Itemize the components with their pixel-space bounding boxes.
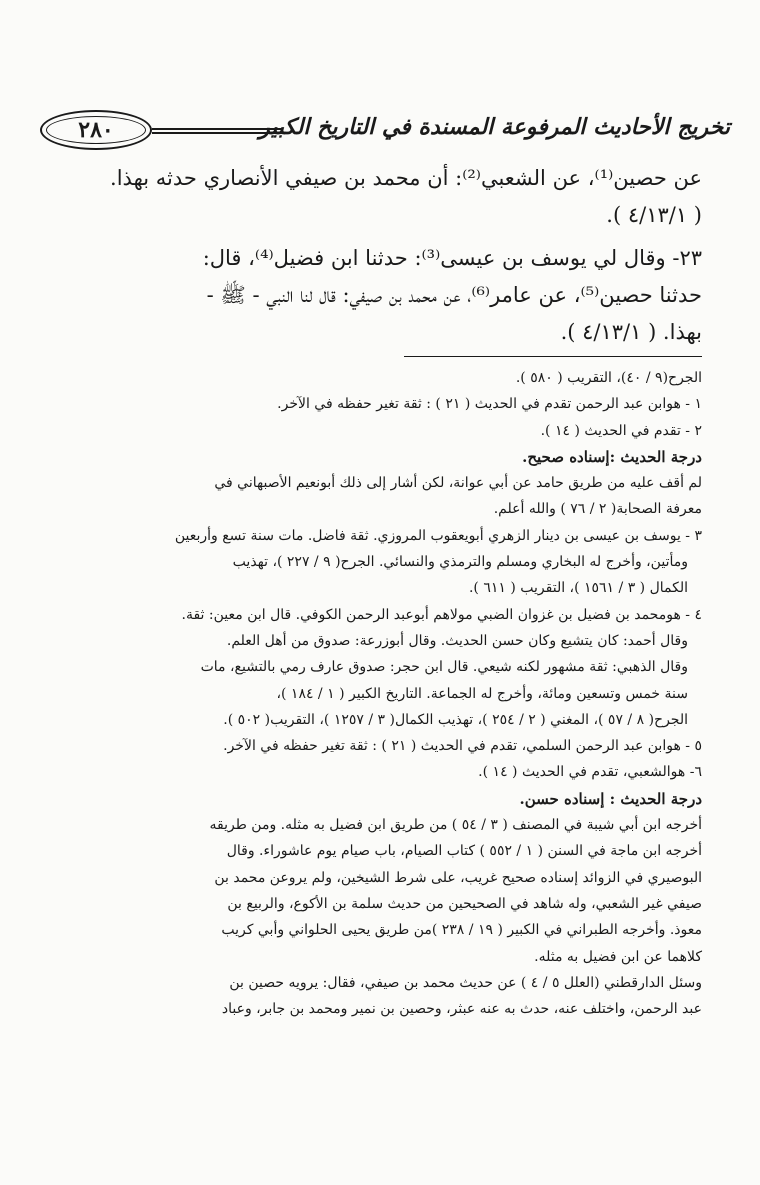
footnote-line: ٥ - هوابن عبد الرحمن السلمي، تقدم في الحديث ( ٢١ ) : ثقة تغير حفظه في الآخر. <box>223 738 702 755</box>
footnote-line: كلاهما عن ابن فضيل به مثله. <box>534 948 702 965</box>
main-line: بهذا. ( ٤/١٣/١ ). <box>560 320 702 344</box>
footnote-line: وقال الذهبي: ثقة مشهور لكنه شيعي. قال ابن حجر: صدوق عارف رمي بالتشيع، مات <box>200 659 688 676</box>
footnote-line: الكمال ( ٣ / ١٥٦١ )، التقريب ( ٦١١ ). <box>468 580 688 597</box>
main-line: ( ٤/١٣/١ ). <box>606 203 702 227</box>
footnote-line: ومأتين، وأخرج له البخاري ومسلم والترمذي والنسائي. الجرح( ٩ / ٢٢٧ )، تهذيب <box>232 554 688 571</box>
main-line: حدثنا حصين⁽⁵⁾، عن عامر⁽⁶⁾، عن محمد بن صيفي: قال لنا النبي - ﷺ - <box>206 283 702 307</box>
main-line: عن حصين⁽¹⁾، عن الشعبي⁽²⁾: أن محمد بن صيفي الأنصاري حدثه بهذا. <box>110 166 702 190</box>
footnote-line: وسئل الدارقطني (العلل ٥ / ٤ ) عن حديث محمد بن صيفي، فقال: يرويه حصين بن <box>229 974 702 991</box>
footnote-line: معوذ. وأخرجه الطبراني في الكبير ( ١٩ / ٢٣٨ )من طريق يحيى الحلواني وأبي كريب <box>221 922 702 939</box>
footnote-separator <box>404 356 702 357</box>
footnote-line: البوصيري في الزوائد إسناده صحيح غريب، على شرط الشيخين، ولم يروعن محمد بن <box>214 869 702 886</box>
grade-heading: درجة الحديث : إسناده حسن. <box>519 789 702 808</box>
running-header <box>40 108 730 154</box>
footnote-line: سنة خمس وتسعين ومائة، وأخرج له الجماعة. التاريخ الكبير ( ١ / ١٨٤ )، <box>276 685 688 702</box>
hadith-23: ٢٣- وقال لي يوسف بن عيسى⁽³⁾: حدثنا ابن فضيل⁽⁴⁾، قال: <box>202 246 702 270</box>
footnote-line: أخرجه ابن أبي شيبة في المصنف ( ٣ / ٥٤ ) من طريق ابن فضيل به مثله. ومن طريقه <box>209 817 702 834</box>
grade-heading: درجة الحديث :إسناده صحيح. <box>522 447 702 466</box>
footnote-line: معرفة الصحابة( ٢ / ٧٦ ) والله أعلم. <box>493 501 702 518</box>
footnote-line: وقال أحمد: كان يتشيع وكان حسن الحديث. وقال أبوزرعة: صدوق من أهل العلم. <box>226 632 688 649</box>
footnote-line: أخرجه ابن ماجة في السنن ( ١ / ٥٥٢ ) كتاب الصيام، باب صيام يوم عاشوراء. وقال <box>226 843 702 860</box>
footnote-line: عبد الرحمن، واختلف عنه، حدث به عنه عبثر، وحصين بن نمير ومحمد بن جابر، وعباد <box>221 1001 702 1018</box>
book-title: تخريج الأحاديث المرفوعة المسندة في التاريخ الكبير <box>259 114 730 140</box>
header-rule <box>152 128 282 134</box>
footnote-line: ٦- هوالشعبي، تقدم في الحديث ( ١٤ ). <box>478 764 702 781</box>
footnotes <box>42 365 702 1022</box>
footnote-line: الجرح(٩ / ٤٠)، التقريب ( ٥٨٠ ). <box>515 370 702 386</box>
main-text <box>62 160 702 351</box>
footnote-line: لم أقف عليه من طريق حامد عن أبي عوانة، لكن أشار إلى ذلك أبونعيم الأصبهاني في <box>214 475 702 492</box>
footnote-line: ١ - هوابن عبد الرحمن تقدم في الحديث ( ٢١ ) : ثقة تغير حفظه في الآخر. <box>277 396 702 413</box>
footnote-line: ٤ - هومحمد بن فضيل بن غزوان الضبي مولاهم أبوعبد الرحمن الكوفي. قال ابن معين: ثقة. <box>181 606 702 623</box>
page-number: ٢٨٠ <box>40 110 152 150</box>
footnote-line: ٣ - يوسف بن عيسى بن دينار الزهري أبويعقوب المروزي. ثقة فاضل. مات سنة تسع وأربعين <box>174 527 702 544</box>
footnote-line: ٢ - تقدم في الحديث ( ١٤ ). <box>540 422 702 439</box>
footnote-line: الجرح( ٨ / ٥٧ )، المغني ( ٢ / ٢٥٤ )، تهذيب الكمال( ٣ / ١٢٥٧ )، التقريب( ٥٠٢ ). <box>223 711 688 728</box>
footnote-line: صيفي غير الشعبي، وله شاهد في الصحيحين من حديث سلمة بن الأكوع، والربيع بن <box>227 895 702 912</box>
